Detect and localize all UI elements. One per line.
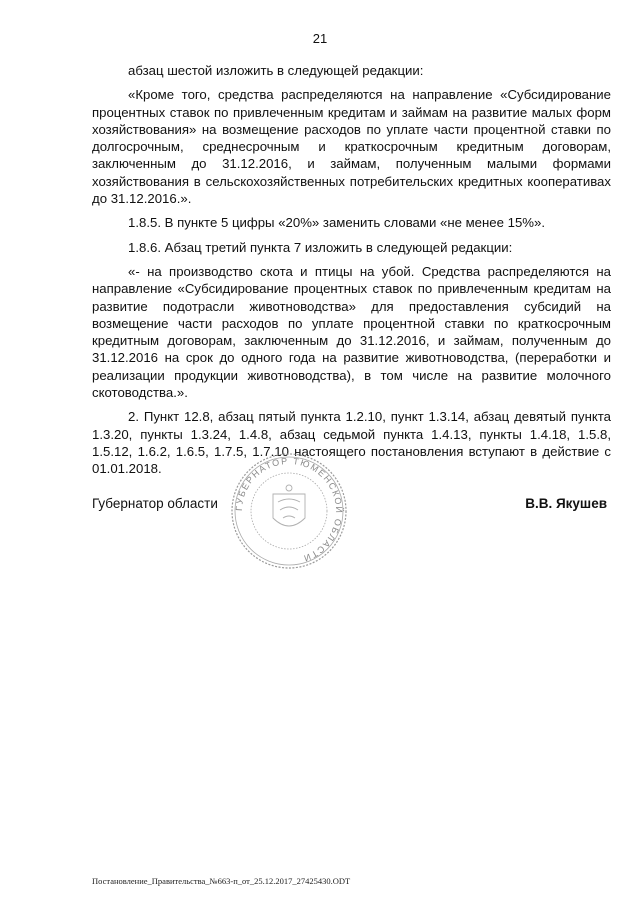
paragraph-1-8-5: 1.8.5. В пункте 5 цифры «20%» заменить словами «не менее 15%».	[128, 215, 546, 231]
paragraph-intro: абзац шестой изложить в следующей редакции:	[128, 63, 424, 78]
document-footer-filename: Постановление_Правительства_№663-п_от_25.12.2017_27425430.ODT	[92, 876, 351, 886]
paragraph-effective-date: 2. Пункт 12.8, абзац пятый пункта 1.2.10, пункт 1.3.14, абзац девятый пункта 1.3.20, пункты 1.3.24, 1.4.8, абзац седьмой пункта 1.4.13, пункты 1.4.18, 1.5.8, 1.5.12, 1.6.2, 1.6.5, 1.7.5, 1.7.10 настоящего постановления вступают в действие с 01.01.2018.	[92, 409, 611, 477]
official-seal	[228, 452, 350, 570]
paragraph-quoted-third: «- на производство скота и птицы на убой. Средства распределяются на направление «Субсидирование процентных ставок по привлеченным кредитам на развитие подотрасли животноводства» для предоставления субсидий на возмещение части расходов по уплате процентной ставки по краткосрочным кредитным договорам, заключенным до 31.12.2016, и займам, полученным до 31.12.2016 на срок до одного года на развитие животноводства, (переработки и реализации продукции животноводства), в том числе на развитие молочного скотоводства.».	[92, 263, 611, 401]
signer-title: Губернатор области	[92, 496, 218, 511]
coat-of-arms-icon	[273, 485, 305, 526]
signer-name: В.В. Якушев	[525, 496, 607, 511]
page-number: 21	[312, 31, 328, 46]
paragraph-1-8-6: 1.8.6. Абзац третий пункта 7 изложить в следующей редакции:	[128, 239, 513, 255]
document-body	[92, 62, 611, 487]
seal-text: ГУБЕРНАТОР ТЮМЕНСКОЙ ОБЛАСТИ	[233, 455, 345, 564]
paragraph-quoted-sixth: «Кроме того, средства распределяются на направление «Субсидирование процентных ставок по привлеченным кредитам и займам на развитие малых форм хозяйствования» на возмещение расходов по уплате части процентной ставки по долгосрочным, среднесрочным и краткосрочным кредитным договорам, заключенным до 31.12.2016, и займам, полученным малыми формами хозяйствования в сельскохозяйственных потребительских кредитных кооперативах до 31.12.2016.».	[92, 87, 611, 207]
